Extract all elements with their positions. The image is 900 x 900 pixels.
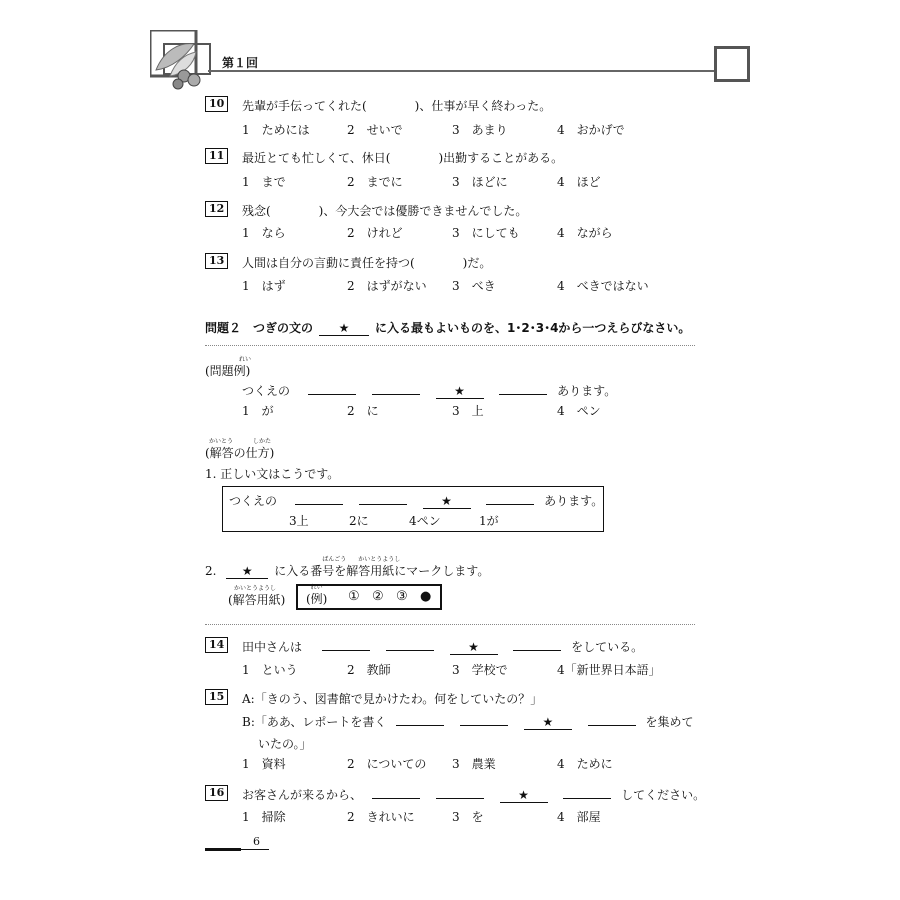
sheet-example-ruby-wrap	[306, 584, 328, 607]
ruby: ばんごう	[322, 556, 347, 563]
example-label-text: (問題例)	[205, 364, 251, 378]
option-4: 4 ほど	[557, 175, 601, 189]
question-number: 11	[205, 148, 228, 164]
star-blank	[450, 640, 498, 655]
option-2: 2 に	[347, 404, 379, 418]
divider	[205, 624, 695, 625]
answer-box	[222, 486, 604, 532]
question-number: 13	[205, 253, 228, 269]
star-icon: ★	[542, 715, 554, 729]
question-number: 14	[205, 637, 228, 653]
option-1: 1 という	[242, 663, 298, 677]
star-blank	[500, 788, 548, 803]
question-number: 15	[205, 689, 228, 705]
option-1: 1 はず	[242, 279, 286, 293]
option-2: 2 についての	[347, 757, 427, 771]
option-1: 1 資料	[242, 757, 286, 771]
line-b-end: を集めて	[645, 715, 694, 729]
box-item: 1が	[479, 514, 499, 528]
star-icon: ★	[441, 494, 452, 508]
star-icon: ★	[468, 640, 479, 654]
blank	[372, 786, 420, 799]
question-text	[242, 786, 705, 803]
option-4: 4 ペン	[557, 404, 601, 418]
question-number: 16	[205, 785, 228, 801]
question-text: 人間は自分の言動に責任を持つ( )だ。	[242, 256, 492, 270]
option-1: 1 掃除	[242, 810, 286, 824]
option-4: 4 部屋	[557, 810, 601, 824]
option-3: 3 ほどに	[452, 175, 508, 189]
sentence-end: あります。	[557, 384, 617, 398]
option-4: 4 ために	[557, 757, 613, 771]
option-3: 3 農業	[452, 757, 496, 771]
option-3: 3 べき	[452, 279, 496, 293]
star-icon: ★	[518, 788, 529, 802]
answer-sheet-box	[296, 584, 442, 610]
blank	[295, 492, 343, 505]
sheet-label-wrap	[228, 585, 286, 608]
example-label-ruby-wrap	[205, 356, 252, 379]
text-end: をしている。	[571, 640, 644, 654]
ruby: かいとう	[209, 438, 234, 445]
line-b-start: B:「ああ、レポートを書く	[242, 715, 387, 729]
ruby: れい	[310, 584, 323, 591]
example-sentence	[242, 382, 616, 399]
text-start: 田中さんは	[242, 640, 303, 654]
blank	[513, 638, 561, 651]
ruby: しかた	[253, 438, 272, 445]
question-number: 12	[205, 201, 228, 217]
mark-filled: ●	[420, 589, 432, 604]
text-start: お客さんが来るから、	[242, 788, 363, 802]
blank	[372, 382, 420, 395]
blank	[588, 713, 636, 726]
option-1: 1 が	[242, 404, 274, 418]
section-2-prefix: 問題２ つぎの文の	[205, 321, 314, 335]
step-2-text: に入る番号を解答用紙にマークします。	[274, 564, 490, 578]
option-2: 2 きれいに	[347, 810, 415, 824]
blank	[359, 492, 407, 505]
option-2: 2 せいで	[347, 123, 403, 137]
step-1: 1. 正しい文はこうです。	[205, 467, 340, 481]
step-2	[205, 556, 490, 579]
box-item: 3上	[289, 514, 309, 528]
box-start: つくえの	[229, 494, 278, 508]
page-number: 6	[253, 835, 260, 848]
option-2: 2 はずがない	[347, 279, 427, 293]
ruby: かいとうようし	[234, 585, 277, 592]
star-icon: ★	[241, 564, 253, 578]
option-4: 4「新世界日本語」	[557, 663, 661, 677]
option-3: 3 あまり	[452, 123, 508, 137]
text-end: してください。	[621, 788, 706, 802]
option-4: 4 べきではない	[557, 279, 649, 293]
example-label	[205, 356, 252, 379]
section-2-heading	[205, 319, 690, 336]
blank	[386, 638, 434, 651]
header-right-box	[714, 46, 750, 82]
option-2: 2 までに	[347, 175, 403, 189]
option-1: 1 まで	[242, 175, 286, 189]
question-number: 10	[205, 96, 228, 112]
section-2-suffix: に入る最もよいものを、1･2･3･4から一つえらびなさい。	[375, 321, 691, 335]
option-3: 3 上	[452, 404, 484, 418]
option-4: 4 おかげで	[557, 123, 625, 137]
option-1: 1 なら	[242, 226, 286, 240]
sheet-label-text: (解答用紙)	[228, 593, 286, 607]
question-text: 残念( )、今大会では優勝できませんでした。	[242, 204, 528, 218]
sheet-example-wrap	[306, 584, 328, 607]
star-icon: ★	[338, 321, 350, 335]
header-logo	[150, 30, 198, 78]
ruby: かいとうようし	[358, 556, 401, 563]
answer-sheet-label	[228, 585, 286, 608]
answer-method-text: (解答の仕方)	[205, 446, 275, 460]
star-blank	[423, 494, 471, 509]
blank	[308, 382, 356, 395]
question-text	[242, 638, 643, 655]
blank	[460, 713, 508, 726]
star-blank	[436, 384, 484, 399]
blank	[322, 638, 370, 651]
question-line-a: A:「きのう、図書館で見かけたわ。何をしていたの？」	[242, 692, 543, 706]
header-rule	[208, 70, 714, 72]
question-text: 最近とても忙しくて、休日( )出勤することがある。	[242, 151, 564, 165]
chapter-title: 第１回	[222, 56, 259, 70]
box-sentence	[229, 492, 603, 509]
footer-bar	[205, 848, 241, 851]
question-line-c: いたの。」	[258, 737, 312, 751]
mark-1: ①	[348, 589, 360, 604]
step-2-prefix: 2.	[205, 564, 217, 578]
star-blank	[226, 564, 268, 579]
option-3: 3 学校で	[452, 663, 508, 677]
divider	[205, 345, 695, 346]
question-text: 先輩が手伝ってくれた( )、仕事が早く終わった。	[242, 99, 552, 113]
step-2-text-wrap	[274, 556, 490, 579]
box-item: 4ペン	[409, 514, 441, 528]
box-item: 2に	[349, 514, 369, 528]
option-4: 4 ながら	[557, 226, 613, 240]
answer-method-ruby-wrap	[205, 438, 275, 461]
answer-method-label	[205, 438, 275, 461]
box-end: あります。	[544, 494, 604, 508]
option-3: 3 を	[452, 810, 484, 824]
blank	[563, 786, 611, 799]
sheet-example: (例)	[306, 592, 328, 606]
mark-2: ②	[372, 589, 384, 604]
ruby: れい	[239, 356, 252, 363]
option-2: 2 教師	[347, 663, 391, 677]
blank	[486, 492, 534, 505]
option-2: 2 けれど	[347, 226, 403, 240]
star-blank	[524, 715, 572, 730]
blank	[436, 786, 484, 799]
star-blank	[319, 321, 369, 336]
option-3: 3 にしても	[452, 226, 520, 240]
leaf-berry-icon	[150, 30, 216, 92]
question-line-b	[242, 713, 694, 730]
star-icon: ★	[454, 384, 465, 398]
blank	[396, 713, 444, 726]
mark-3: ③	[396, 589, 408, 604]
blank	[499, 382, 547, 395]
option-1: 1 ためには	[242, 123, 310, 137]
footer-rule	[241, 849, 269, 850]
sentence-start: つくえの	[242, 384, 291, 398]
